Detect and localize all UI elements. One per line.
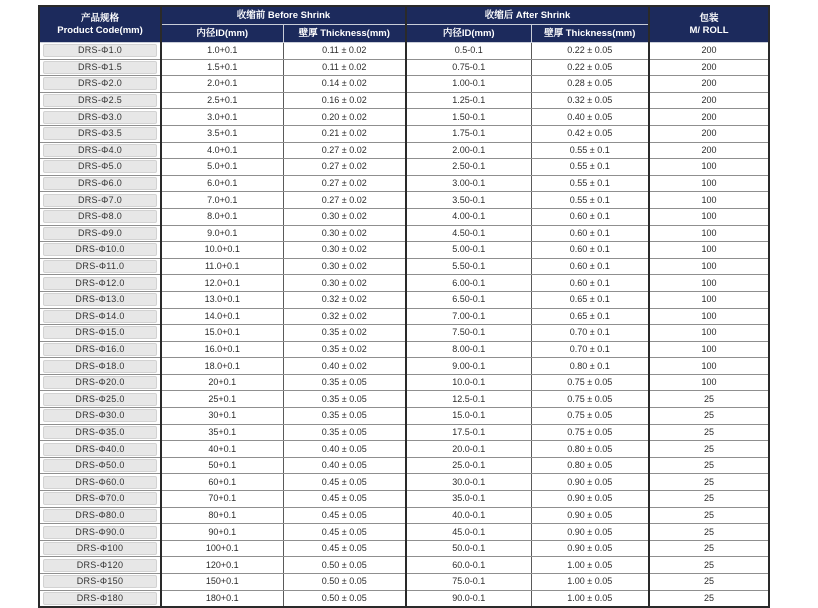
product-code-cell bbox=[39, 341, 161, 358]
table-row bbox=[39, 358, 769, 375]
after-id-cell: 45.0-0.1 bbox=[406, 524, 531, 541]
product-code-cell bbox=[39, 457, 161, 474]
table-row bbox=[39, 159, 769, 176]
product-code-cell bbox=[39, 574, 161, 591]
after-id-cell: 1.25-0.1 bbox=[406, 92, 531, 109]
before-thickness-cell: 0.45 ± 0.05 bbox=[283, 524, 406, 541]
after-thickness-cell: 0.75 ± 0.05 bbox=[531, 391, 649, 408]
before-thickness-cell: 0.35 ± 0.05 bbox=[283, 424, 406, 441]
before-thickness-cell: 0.30 ± 0.02 bbox=[283, 275, 406, 292]
table-row bbox=[39, 291, 769, 308]
before-id-cell: 14.0+0.1 bbox=[161, 308, 283, 325]
table-row bbox=[39, 225, 769, 242]
before-thickness-cell: 0.50 ± 0.05 bbox=[283, 574, 406, 591]
m-per-roll-cell: 25 bbox=[649, 391, 769, 408]
product-code-cell bbox=[39, 125, 161, 142]
table-row bbox=[39, 491, 769, 508]
before-id-cell: 180+0.1 bbox=[161, 590, 283, 607]
before-id-cell: 1.5+0.1 bbox=[161, 59, 283, 76]
product-code-cell bbox=[39, 59, 161, 76]
after-id-cell: 3.00-0.1 bbox=[406, 175, 531, 192]
after-thickness-cell: 0.90 ± 0.05 bbox=[531, 540, 649, 557]
after-thickness-cell: 1.00 ± 0.05 bbox=[531, 574, 649, 591]
before-id-cell: 10.0+0.1 bbox=[161, 242, 283, 259]
after-thickness-cell: 0.40 ± 0.05 bbox=[531, 109, 649, 126]
product-code-chip: DRS-Φ10.0 bbox=[43, 243, 157, 256]
m-per-roll-cell: 100 bbox=[649, 358, 769, 375]
product-code-chip: DRS-Φ30.0 bbox=[43, 409, 157, 422]
after-thickness-cell: 0.55 ± 0.1 bbox=[531, 175, 649, 192]
after-thickness-cell: 0.55 ± 0.1 bbox=[531, 159, 649, 176]
product-code-chip: DRS-Φ7.0 bbox=[43, 194, 157, 207]
before-thickness-cell: 0.20 ± 0.02 bbox=[283, 109, 406, 126]
after-id-cell: 40.0-0.1 bbox=[406, 507, 531, 524]
table-row bbox=[39, 557, 769, 574]
after-thickness-cell: 0.70 ± 0.1 bbox=[531, 325, 649, 342]
product-code-cell bbox=[39, 308, 161, 325]
product-code-cell bbox=[39, 590, 161, 607]
product-code-chip: DRS-Φ180 bbox=[43, 592, 157, 605]
product-code-cell bbox=[39, 507, 161, 524]
product-code-cell bbox=[39, 424, 161, 441]
product-code-chip: DRS-Φ1.5 bbox=[43, 61, 157, 74]
after-thickness-cell: 0.90 ± 0.05 bbox=[531, 491, 649, 508]
table-row bbox=[39, 374, 769, 391]
header-after-shrink: 收缩后 After Shrink bbox=[406, 6, 649, 25]
after-thickness-cell: 0.60 ± 0.1 bbox=[531, 208, 649, 225]
before-thickness-cell: 0.45 ± 0.05 bbox=[283, 540, 406, 557]
after-thickness-cell: 0.60 ± 0.1 bbox=[531, 242, 649, 259]
product-code-chip: DRS-Φ1.0 bbox=[43, 44, 157, 57]
after-id-cell: 2.00-0.1 bbox=[406, 142, 531, 159]
product-code-chip: DRS-Φ8.0 bbox=[43, 210, 157, 223]
m-per-roll-cell: 200 bbox=[649, 76, 769, 93]
product-code-cell bbox=[39, 557, 161, 574]
product-code-chip: DRS-Φ40.0 bbox=[43, 443, 157, 456]
before-id-cell: 13.0+0.1 bbox=[161, 291, 283, 308]
before-id-cell: 150+0.1 bbox=[161, 574, 283, 591]
table-row bbox=[39, 391, 769, 408]
before-thickness-cell: 0.27 ± 0.02 bbox=[283, 142, 406, 159]
before-id-cell: 70+0.1 bbox=[161, 491, 283, 508]
product-code-chip: DRS-Φ2.0 bbox=[43, 77, 157, 90]
product-code-chip: DRS-Φ18.0 bbox=[43, 360, 157, 373]
m-per-roll-cell: 100 bbox=[649, 159, 769, 176]
after-thickness-cell: 0.70 ± 0.1 bbox=[531, 341, 649, 358]
after-thickness-cell: 0.28 ± 0.05 bbox=[531, 76, 649, 93]
table-row bbox=[39, 441, 769, 458]
after-thickness-cell: 0.55 ± 0.1 bbox=[531, 142, 649, 159]
header-after-thickness: 壁厚 Thickness(mm) bbox=[531, 25, 649, 43]
table-row bbox=[39, 175, 769, 192]
m-per-roll-cell: 25 bbox=[649, 474, 769, 491]
header-before-thickness: 壁厚 Thickness(mm) bbox=[283, 25, 406, 43]
after-id-cell: 15.0-0.1 bbox=[406, 408, 531, 425]
after-id-cell: 6.00-0.1 bbox=[406, 275, 531, 292]
product-code-chip: DRS-Φ6.0 bbox=[43, 177, 157, 190]
after-thickness-cell: 0.42 ± 0.05 bbox=[531, 125, 649, 142]
after-id-cell: 60.0-0.1 bbox=[406, 557, 531, 574]
m-per-roll-cell: 100 bbox=[649, 175, 769, 192]
product-code-cell bbox=[39, 358, 161, 375]
header-packing bbox=[649, 6, 769, 43]
table-row bbox=[39, 590, 769, 607]
before-thickness-cell: 0.35 ± 0.02 bbox=[283, 325, 406, 342]
after-id-cell: 75.0-0.1 bbox=[406, 574, 531, 591]
product-code-cell bbox=[39, 291, 161, 308]
product-code-cell bbox=[39, 109, 161, 126]
after-id-cell: 9.00-0.1 bbox=[406, 358, 531, 375]
product-code-cell bbox=[39, 192, 161, 209]
before-thickness-cell: 0.45 ± 0.05 bbox=[283, 507, 406, 524]
product-code-chip: DRS-Φ14.0 bbox=[43, 310, 157, 323]
before-id-cell: 60+0.1 bbox=[161, 474, 283, 491]
after-thickness-cell: 0.90 ± 0.05 bbox=[531, 474, 649, 491]
after-id-cell: 8.00-0.1 bbox=[406, 341, 531, 358]
before-thickness-cell: 0.50 ± 0.05 bbox=[283, 557, 406, 574]
product-code-cell bbox=[39, 208, 161, 225]
before-id-cell: 25+0.1 bbox=[161, 391, 283, 408]
m-per-roll-cell: 100 bbox=[649, 208, 769, 225]
product-code-chip: DRS-Φ16.0 bbox=[43, 343, 157, 356]
table-row bbox=[39, 59, 769, 76]
before-thickness-cell: 0.35 ± 0.05 bbox=[283, 391, 406, 408]
before-id-cell: 15.0+0.1 bbox=[161, 325, 283, 342]
after-id-cell: 17.5-0.1 bbox=[406, 424, 531, 441]
after-thickness-cell: 0.22 ± 0.05 bbox=[531, 59, 649, 76]
after-id-cell: 1.00-0.1 bbox=[406, 76, 531, 93]
before-thickness-cell: 0.40 ± 0.05 bbox=[283, 441, 406, 458]
m-per-roll-cell: 100 bbox=[649, 258, 769, 275]
m-per-roll-cell: 100 bbox=[649, 192, 769, 209]
after-id-cell: 7.50-0.1 bbox=[406, 325, 531, 342]
after-thickness-cell: 0.80 ± 0.1 bbox=[531, 358, 649, 375]
product-code-chip: DRS-Φ35.0 bbox=[43, 426, 157, 439]
before-thickness-cell: 0.27 ± 0.02 bbox=[283, 175, 406, 192]
table-row bbox=[39, 574, 769, 591]
before-id-cell: 50+0.1 bbox=[161, 457, 283, 474]
table-row bbox=[39, 109, 769, 126]
product-code-chip: DRS-Φ120 bbox=[43, 559, 157, 572]
product-code-cell bbox=[39, 76, 161, 93]
product-code-cell bbox=[39, 391, 161, 408]
product-code-chip: DRS-Φ150 bbox=[43, 575, 157, 588]
before-id-cell: 3.5+0.1 bbox=[161, 125, 283, 142]
header-packing-en: M/ ROLL bbox=[689, 24, 729, 36]
after-id-cell: 1.75-0.1 bbox=[406, 125, 531, 142]
m-per-roll-cell: 100 bbox=[649, 341, 769, 358]
table-row bbox=[39, 341, 769, 358]
table-row bbox=[39, 474, 769, 491]
before-thickness-cell: 0.32 ± 0.02 bbox=[283, 291, 406, 308]
product-code-chip: DRS-Φ13.0 bbox=[43, 293, 157, 306]
m-per-roll-cell: 25 bbox=[649, 408, 769, 425]
after-id-cell: 10.0-0.1 bbox=[406, 374, 531, 391]
before-thickness-cell: 0.30 ± 0.02 bbox=[283, 242, 406, 259]
after-thickness-cell: 0.55 ± 0.1 bbox=[531, 192, 649, 209]
after-thickness-cell: 0.80 ± 0.05 bbox=[531, 457, 649, 474]
table-row bbox=[39, 258, 769, 275]
m-per-roll-cell: 100 bbox=[649, 374, 769, 391]
table-row bbox=[39, 308, 769, 325]
before-thickness-cell: 0.14 ± 0.02 bbox=[283, 76, 406, 93]
m-per-roll-cell: 25 bbox=[649, 524, 769, 541]
m-per-roll-cell: 200 bbox=[649, 59, 769, 76]
table-row bbox=[39, 208, 769, 225]
after-thickness-cell: 0.80 ± 0.05 bbox=[531, 441, 649, 458]
product-code-cell bbox=[39, 540, 161, 557]
product-code-chip: DRS-Φ2.5 bbox=[43, 94, 157, 107]
after-id-cell: 5.00-0.1 bbox=[406, 242, 531, 259]
header-product-code-en: Product Code(mm) bbox=[57, 24, 143, 36]
before-id-cell: 12.0+0.1 bbox=[161, 275, 283, 292]
m-per-roll-cell: 25 bbox=[649, 491, 769, 508]
after-thickness-cell: 1.00 ± 0.05 bbox=[531, 590, 649, 607]
after-id-cell: 4.00-0.1 bbox=[406, 208, 531, 225]
m-per-roll-cell: 100 bbox=[649, 325, 769, 342]
header-packing-zh: 包装 bbox=[699, 12, 719, 24]
before-id-cell: 3.0+0.1 bbox=[161, 109, 283, 126]
header-after-id: 内径ID(mm) bbox=[406, 25, 531, 43]
m-per-roll-cell: 25 bbox=[649, 507, 769, 524]
m-per-roll-cell: 200 bbox=[649, 43, 769, 60]
header-product-code-zh: 产品规格 bbox=[80, 12, 119, 24]
after-id-cell: 7.00-0.1 bbox=[406, 308, 531, 325]
product-code-cell bbox=[39, 258, 161, 275]
after-thickness-cell: 0.32 ± 0.05 bbox=[531, 92, 649, 109]
product-code-cell bbox=[39, 325, 161, 342]
before-id-cell: 5.0+0.1 bbox=[161, 159, 283, 176]
before-id-cell: 20+0.1 bbox=[161, 374, 283, 391]
m-per-roll-cell: 25 bbox=[649, 457, 769, 474]
product-code-chip: DRS-Φ20.0 bbox=[43, 376, 157, 389]
product-code-chip: DRS-Φ3.5 bbox=[43, 127, 157, 140]
table-row bbox=[39, 242, 769, 259]
m-per-roll-cell: 25 bbox=[649, 557, 769, 574]
before-thickness-cell: 0.30 ± 0.02 bbox=[283, 208, 406, 225]
after-id-cell: 5.50-0.1 bbox=[406, 258, 531, 275]
before-thickness-cell: 0.50 ± 0.05 bbox=[283, 590, 406, 607]
table-row bbox=[39, 540, 769, 557]
before-thickness-cell: 0.32 ± 0.02 bbox=[283, 308, 406, 325]
before-id-cell: 80+0.1 bbox=[161, 507, 283, 524]
after-id-cell: 0.5-0.1 bbox=[406, 43, 531, 60]
product-code-cell bbox=[39, 408, 161, 425]
table-row bbox=[39, 43, 769, 60]
header-product-code bbox=[39, 6, 161, 43]
table-row bbox=[39, 76, 769, 93]
m-per-roll-cell: 200 bbox=[649, 125, 769, 142]
product-code-cell bbox=[39, 92, 161, 109]
table-row bbox=[39, 275, 769, 292]
m-per-roll-cell: 25 bbox=[649, 540, 769, 557]
product-code-chip: DRS-Φ3.0 bbox=[43, 111, 157, 124]
product-code-chip: DRS-Φ100 bbox=[43, 542, 157, 555]
after-id-cell: 12.5-0.1 bbox=[406, 391, 531, 408]
before-id-cell: 40+0.1 bbox=[161, 441, 283, 458]
before-id-cell: 30+0.1 bbox=[161, 408, 283, 425]
after-id-cell: 25.0-0.1 bbox=[406, 457, 531, 474]
product-code-chip: DRS-Φ90.0 bbox=[43, 526, 157, 539]
product-code-chip: DRS-Φ60.0 bbox=[43, 476, 157, 489]
product-code-chip: DRS-Φ80.0 bbox=[43, 509, 157, 522]
before-id-cell: 6.0+0.1 bbox=[161, 175, 283, 192]
product-code-cell bbox=[39, 175, 161, 192]
m-per-roll-cell: 200 bbox=[649, 142, 769, 159]
before-thickness-cell: 0.30 ± 0.02 bbox=[283, 225, 406, 242]
before-id-cell: 9.0+0.1 bbox=[161, 225, 283, 242]
product-code-cell bbox=[39, 441, 161, 458]
before-thickness-cell: 0.21 ± 0.02 bbox=[283, 125, 406, 142]
before-thickness-cell: 0.35 ± 0.05 bbox=[283, 408, 406, 425]
before-thickness-cell: 0.27 ± 0.02 bbox=[283, 159, 406, 176]
table-row bbox=[39, 142, 769, 159]
product-code-cell bbox=[39, 225, 161, 242]
product-code-cell bbox=[39, 43, 161, 60]
after-id-cell: 30.0-0.1 bbox=[406, 474, 531, 491]
table-row bbox=[39, 325, 769, 342]
after-id-cell: 2.50-0.1 bbox=[406, 159, 531, 176]
product-code-cell bbox=[39, 491, 161, 508]
before-thickness-cell: 0.30 ± 0.02 bbox=[283, 258, 406, 275]
m-per-roll-cell: 100 bbox=[649, 242, 769, 259]
before-id-cell: 7.0+0.1 bbox=[161, 192, 283, 209]
before-id-cell: 4.0+0.1 bbox=[161, 142, 283, 159]
before-id-cell: 16.0+0.1 bbox=[161, 341, 283, 358]
before-thickness-cell: 0.40 ± 0.05 bbox=[283, 457, 406, 474]
after-id-cell: 4.50-0.1 bbox=[406, 225, 531, 242]
header-before-id: 内径ID(mm) bbox=[161, 25, 283, 43]
after-thickness-cell: 0.60 ± 0.1 bbox=[531, 275, 649, 292]
table-row bbox=[39, 408, 769, 425]
after-thickness-cell: 0.22 ± 0.05 bbox=[531, 43, 649, 60]
before-id-cell: 100+0.1 bbox=[161, 540, 283, 557]
before-id-cell: 2.0+0.1 bbox=[161, 76, 283, 93]
product-code-chip: DRS-Φ11.0 bbox=[43, 260, 157, 273]
header-before-shrink: 收缩前 Before Shrink bbox=[161, 6, 406, 25]
product-code-cell bbox=[39, 524, 161, 541]
after-thickness-cell: 0.60 ± 0.1 bbox=[531, 258, 649, 275]
before-id-cell: 90+0.1 bbox=[161, 524, 283, 541]
product-code-chip: DRS-Φ5.0 bbox=[43, 160, 157, 173]
product-code-chip: DRS-Φ12.0 bbox=[43, 277, 157, 290]
after-thickness-cell: 0.90 ± 0.05 bbox=[531, 524, 649, 541]
product-code-cell bbox=[39, 159, 161, 176]
table-row bbox=[39, 125, 769, 142]
product-code-chip: DRS-Φ25.0 bbox=[43, 393, 157, 406]
before-id-cell: 2.5+0.1 bbox=[161, 92, 283, 109]
m-per-roll-cell: 200 bbox=[649, 92, 769, 109]
after-thickness-cell: 0.65 ± 0.1 bbox=[531, 291, 649, 308]
product-code-cell bbox=[39, 474, 161, 491]
after-id-cell: 35.0-0.1 bbox=[406, 491, 531, 508]
before-thickness-cell: 0.35 ± 0.05 bbox=[283, 374, 406, 391]
after-thickness-cell: 0.75 ± 0.05 bbox=[531, 374, 649, 391]
product-code-cell bbox=[39, 142, 161, 159]
before-thickness-cell: 0.35 ± 0.02 bbox=[283, 341, 406, 358]
product-code-chip: DRS-Φ9.0 bbox=[43, 227, 157, 240]
before-thickness-cell: 0.40 ± 0.02 bbox=[283, 358, 406, 375]
table-body bbox=[39, 43, 769, 608]
table-header bbox=[39, 6, 769, 43]
m-per-roll-cell: 25 bbox=[649, 574, 769, 591]
m-per-roll-cell: 25 bbox=[649, 590, 769, 607]
table-row bbox=[39, 507, 769, 524]
before-thickness-cell: 0.45 ± 0.05 bbox=[283, 474, 406, 491]
before-id-cell: 8.0+0.1 bbox=[161, 208, 283, 225]
after-thickness-cell: 0.65 ± 0.1 bbox=[531, 308, 649, 325]
after-thickness-cell: 0.90 ± 0.05 bbox=[531, 507, 649, 524]
product-code-chip: DRS-Φ15.0 bbox=[43, 326, 157, 339]
after-id-cell: 1.50-0.1 bbox=[406, 109, 531, 126]
product-code-cell bbox=[39, 242, 161, 259]
shrink-tube-spec-table bbox=[38, 5, 770, 608]
before-thickness-cell: 0.11 ± 0.02 bbox=[283, 59, 406, 76]
table-row bbox=[39, 192, 769, 209]
after-id-cell: 6.50-0.1 bbox=[406, 291, 531, 308]
after-id-cell: 50.0-0.1 bbox=[406, 540, 531, 557]
m-per-roll-cell: 100 bbox=[649, 225, 769, 242]
before-thickness-cell: 0.16 ± 0.02 bbox=[283, 92, 406, 109]
before-thickness-cell: 0.11 ± 0.02 bbox=[283, 43, 406, 60]
m-per-roll-cell: 100 bbox=[649, 308, 769, 325]
before-id-cell: 18.0+0.1 bbox=[161, 358, 283, 375]
before-id-cell: 35+0.1 bbox=[161, 424, 283, 441]
product-code-chip: DRS-Φ70.0 bbox=[43, 492, 157, 505]
after-id-cell: 90.0-0.1 bbox=[406, 590, 531, 607]
after-thickness-cell: 0.60 ± 0.1 bbox=[531, 225, 649, 242]
after-thickness-cell: 0.75 ± 0.05 bbox=[531, 408, 649, 425]
after-id-cell: 3.50-0.1 bbox=[406, 192, 531, 209]
m-per-roll-cell: 200 bbox=[649, 109, 769, 126]
product-code-cell bbox=[39, 374, 161, 391]
after-thickness-cell: 1.00 ± 0.05 bbox=[531, 557, 649, 574]
table-row bbox=[39, 457, 769, 474]
table-row bbox=[39, 524, 769, 541]
m-per-roll-cell: 100 bbox=[649, 275, 769, 292]
product-code-cell bbox=[39, 275, 161, 292]
before-id-cell: 11.0+0.1 bbox=[161, 258, 283, 275]
table-row bbox=[39, 92, 769, 109]
before-id-cell: 1.0+0.1 bbox=[161, 43, 283, 60]
m-per-roll-cell: 100 bbox=[649, 291, 769, 308]
after-id-cell: 0.75-0.1 bbox=[406, 59, 531, 76]
m-per-roll-cell: 25 bbox=[649, 424, 769, 441]
product-code-chip: DRS-Φ4.0 bbox=[43, 144, 157, 157]
table-row bbox=[39, 424, 769, 441]
before-id-cell: 120+0.1 bbox=[161, 557, 283, 574]
before-thickness-cell: 0.27 ± 0.02 bbox=[283, 192, 406, 209]
before-thickness-cell: 0.45 ± 0.05 bbox=[283, 491, 406, 508]
after-id-cell: 20.0-0.1 bbox=[406, 441, 531, 458]
m-per-roll-cell: 25 bbox=[649, 441, 769, 458]
product-code-chip: DRS-Φ50.0 bbox=[43, 459, 157, 472]
after-thickness-cell: 0.75 ± 0.05 bbox=[531, 424, 649, 441]
